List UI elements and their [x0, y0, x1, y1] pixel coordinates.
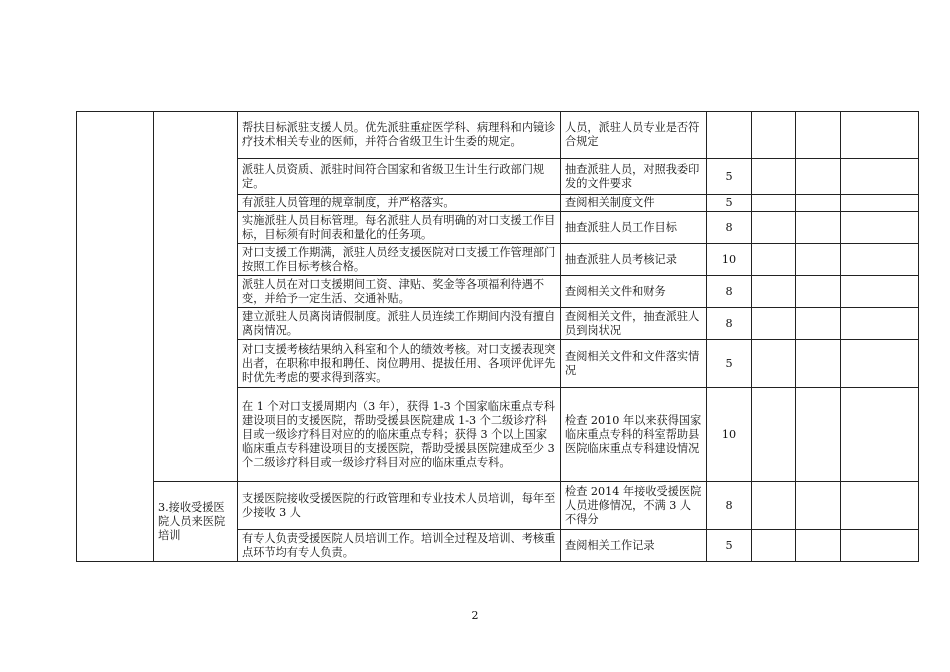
- method-cell: 检查 2014 年接收受援医院人员进修情况，不满 3 人不得分: [561, 482, 707, 530]
- actual-score-cell: [796, 482, 841, 530]
- score-cell: 10: [707, 244, 752, 276]
- table-body: [77, 112, 919, 562]
- score-cell: 8: [707, 212, 752, 244]
- actual-score-cell: [796, 308, 841, 340]
- method-cell: 抽查派驻人员工作目标: [561, 212, 707, 244]
- actual-score-cell: [796, 159, 841, 195]
- deduction-cell: [752, 276, 796, 308]
- subitem-cell: 3.接收受援医院人员来医院培训: [154, 482, 238, 562]
- remarks-cell: [841, 530, 919, 562]
- criteria-cell: 建立派驻人员离岗请假制度。派驻人员连续工作期间内没有擅自离岗情况。: [238, 308, 561, 340]
- actual-score-cell: [796, 388, 841, 482]
- method-cell: 查阅相关文件，抽查派驻人员到岗状况: [561, 308, 707, 340]
- actual-score-cell: [796, 112, 841, 159]
- criteria-cell: 有派驻人员管理的规章制度，并严格落实。: [238, 195, 561, 212]
- remarks-cell: [841, 212, 919, 244]
- score-cell: 10: [707, 388, 752, 482]
- score-cell: 8: [707, 308, 752, 340]
- criteria-cell: 实施派驻人员目标管理。每名派驻人员有明确的对口支援工作目标，目标须有时间表和量化的任务项。: [238, 212, 561, 244]
- criteria-cell: 有专人负责受援医院人员培训工作。培训全过程及培训、考核重点环节均有专人负责。: [238, 530, 561, 562]
- criteria-cell: 帮扶目标派驻支援人员。优先派驻重症医学科、病理科和内镜诊疗技术相关专业的医师，并符合省级卫生计生委的规定。: [238, 112, 561, 159]
- subitem-cell: [154, 112, 238, 482]
- deduction-cell: [752, 212, 796, 244]
- deduction-cell: [752, 195, 796, 212]
- score-cell: [707, 112, 752, 159]
- deduction-cell: [752, 308, 796, 340]
- score-cell: 5: [707, 159, 752, 195]
- remarks-cell: [841, 482, 919, 530]
- deduction-cell: [752, 340, 796, 388]
- method-cell: 抽查派驻人员考核记录: [561, 244, 707, 276]
- remarks-cell: [841, 340, 919, 388]
- score-cell: 8: [707, 276, 752, 308]
- score-cell: 5: [707, 340, 752, 388]
- method-cell: 查阅相关文件和财务: [561, 276, 707, 308]
- actual-score-cell: [796, 212, 841, 244]
- criteria-cell: 派驻人员在对口支援期间工资、津贴、奖金等各项福利待遇不变，并给予一定生活、交通补贴。: [238, 276, 561, 308]
- criteria-cell: 对口支援工作期满，派驻人员经支援医院对口支援工作管理部门按照工作目标考核合格。: [238, 244, 561, 276]
- category-cell: [77, 112, 154, 562]
- remarks-cell: [841, 159, 919, 195]
- remarks-cell: [841, 388, 919, 482]
- deduction-cell: [752, 244, 796, 276]
- actual-score-cell: [796, 276, 841, 308]
- method-cell: 查阅相关制度文件: [561, 195, 707, 212]
- score-cell: 5: [707, 195, 752, 212]
- method-cell: 检查 2010 年以来获得国家临床重点专科的科室帮助县医院临床重点专科建设情况: [561, 388, 707, 482]
- actual-score-cell: [796, 340, 841, 388]
- criteria-cell: 支援医院接收受援医院的行政管理和专业技术人员培训，每年至少接收 3 人: [238, 482, 561, 530]
- page-number: 2: [471, 609, 479, 622]
- method-cell: 查阅相关工作记录: [561, 530, 707, 562]
- deduction-cell: [752, 482, 796, 530]
- actual-score-cell: [796, 530, 841, 562]
- method-cell: 人员，派驻人员专业是否符合规定: [561, 112, 707, 159]
- method-cell: 查阅相关文件和文件落实情况: [561, 340, 707, 388]
- deduction-cell: [752, 159, 796, 195]
- criteria-cell: 对口支援考核结果纳入科室和个人的绩效考核。对口支援表现突出者，在职称申报和聘任、岗位聘用、提拔任用、各项评优评先时优先考虑的要求得到落实。: [238, 340, 561, 388]
- deduction-cell: [752, 530, 796, 562]
- score-cell: 8: [707, 482, 752, 530]
- remarks-cell: [841, 112, 919, 159]
- criteria-cell: 在 1 个对口支援周期内（3 年），获得 1-3 个国家临床重点专科建设项目的支援医院，帮助受援县医院建成 1-3 个二级诊疗科目或一级诊疗科目对应的的临床重点专科；获得 3 个以上国家临床重点专科建设项目的支援医院，帮助受援县医院建成至少 3 个二级诊疗科目或一级诊疗科目对应的临床重点专科。: [238, 388, 561, 482]
- table-row: [77, 112, 919, 159]
- score-cell: 5: [707, 530, 752, 562]
- deduction-cell: [752, 112, 796, 159]
- actual-score-cell: [796, 195, 841, 212]
- table-row: [77, 482, 919, 530]
- criteria-cell: 派驻人员资质、派驻时间符合国家和省级卫生计生行政部门规定。: [238, 159, 561, 195]
- method-cell: 抽查派驻人员，对照我委印发的文件要求: [561, 159, 707, 195]
- actual-score-cell: [796, 244, 841, 276]
- remarks-cell: [841, 195, 919, 212]
- remarks-cell: [841, 276, 919, 308]
- deduction-cell: [752, 388, 796, 482]
- remarks-cell: [841, 244, 919, 276]
- evaluation-table: [76, 111, 919, 562]
- remarks-cell: [841, 308, 919, 340]
